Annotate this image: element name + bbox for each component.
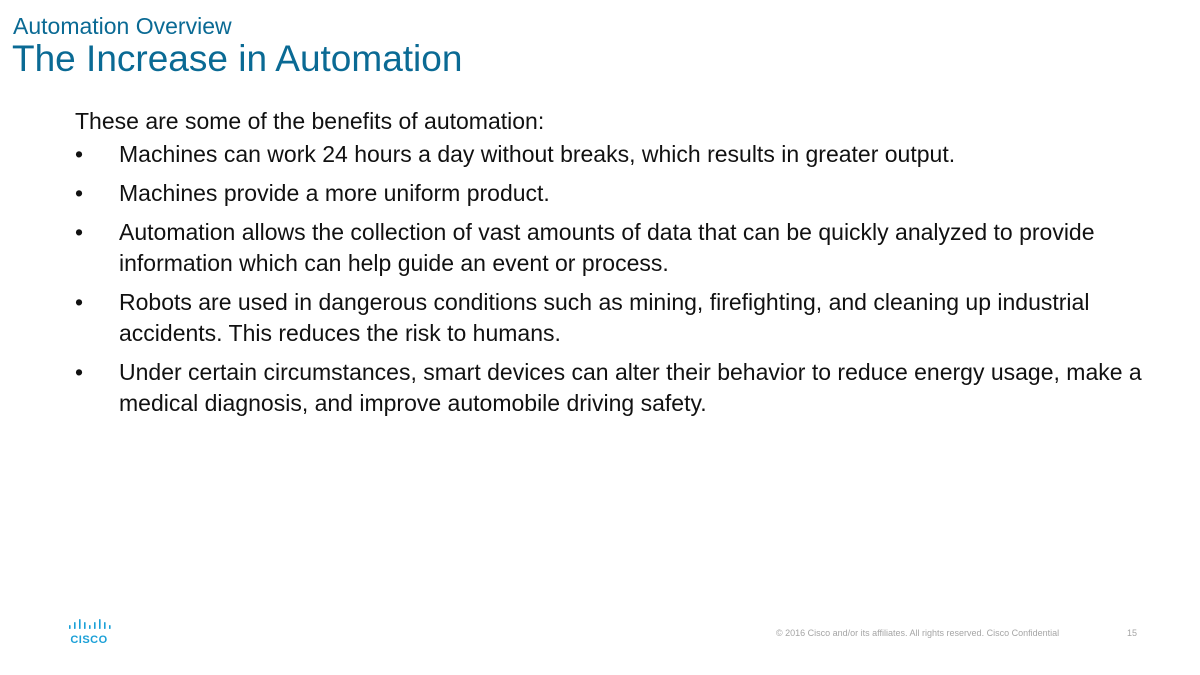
benefit-item: [75, 178, 1165, 209]
cisco-logo-icon: [66, 619, 112, 645]
intro-text: These are some of the benefits of automation:: [75, 108, 545, 134]
benefit-item: [75, 287, 1165, 349]
page-number: 15: [1127, 628, 1138, 638]
bullet-marker: •: [75, 219, 84, 245]
benefit-text: Robots are used in dangerous conditions such as mining, firefighting, and cleaning up industrial accidents. This reduces the risk to humans.: [119, 289, 1090, 346]
benefit-text: Automation allows the collection of vast amounts of data that can be quickly analyzed to provide information which can help guide an event or process.: [119, 219, 1095, 276]
bullet-marker: •: [75, 180, 84, 206]
benefit-item: [75, 139, 1165, 170]
bullet-marker: •: [75, 359, 84, 385]
benefit-text: Machines can work 24 hours a day without breaks, which results in greater output.: [119, 141, 956, 167]
bullet-marker: •: [75, 141, 84, 167]
benefits-list: [75, 139, 1165, 419]
slide-content: [75, 105, 1165, 427]
cisco-logo-bars: [69, 619, 111, 629]
benefit-text: Machines provide a more uniform product.: [119, 180, 550, 206]
footer-copyright: © 2016 Cisco and/or its affiliates. All rights reserved. Cisco Confidential: [776, 628, 1060, 638]
benefit-item: [75, 357, 1165, 419]
benefit-item: [75, 217, 1165, 279]
cisco-logo-text: CISCO: [70, 634, 108, 645]
section-title: Automation Overview: [13, 13, 232, 39]
slide-title: The Increase in Automation: [12, 38, 463, 79]
benefit-text: Under certain circumstances, smart devices can alter their behavior to reduce energy usage, make a medical diagnosis, and improve automobile driving safety.: [119, 359, 1142, 416]
bullet-marker: •: [75, 289, 84, 315]
